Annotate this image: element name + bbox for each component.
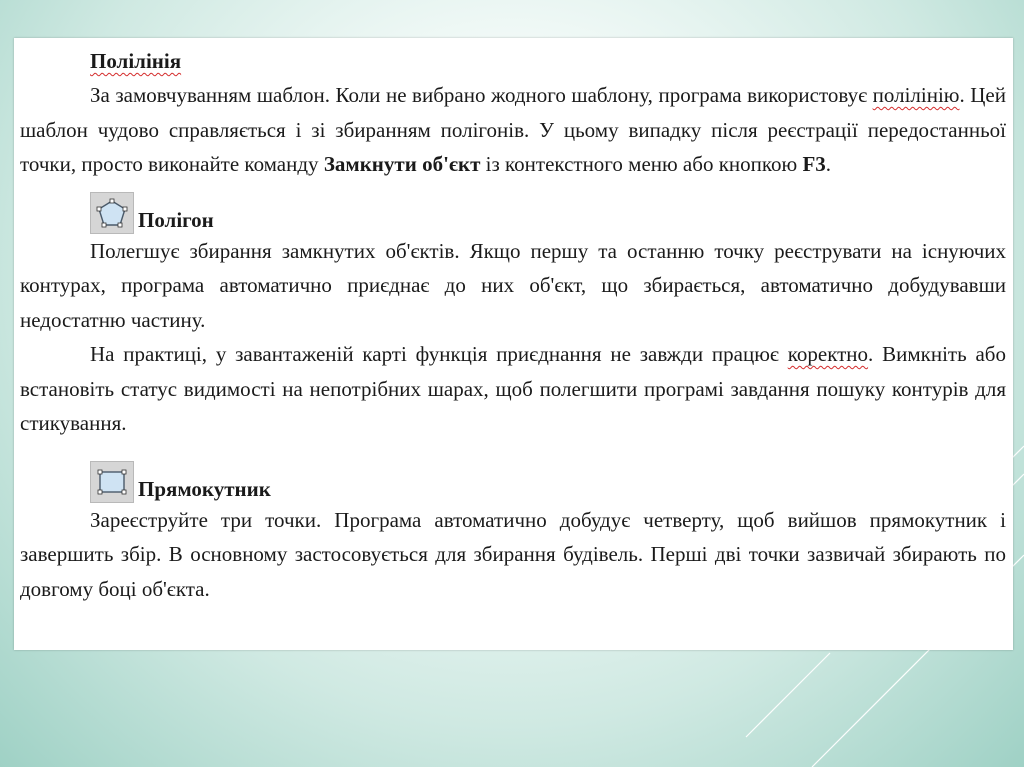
document-content — [20, 44, 1006, 606]
rectangle-tool-icon — [90, 461, 134, 503]
correctly-word: коректно — [787, 342, 869, 366]
paragraph-rectangle: Зареєструйте три точки. Програма автоматично добудує четверту, щоб вийшов прямокутник і завершить збір. В основному застосовується для збирання будівель. Перші дві точки зазвичай збирають по довгому боці об'єкта. — [20, 507, 1006, 601]
f3-key: F3 — [802, 152, 826, 176]
heading-polygon — [20, 184, 1006, 234]
heading-polyline — [20, 44, 1006, 78]
polyline-link-text: полілінію — [872, 83, 960, 107]
heading-polygon-text: Полігон — [138, 207, 214, 232]
paragraph-polygon-2: На практиці, у завантаженій карті функція приєднання не завжди працює коректно. Вимкніть або встановіть статус видимості на непотрібних шарах, щоб полегшити програмі завдання пошуку контурів для стикування. — [20, 342, 1006, 435]
heading-rectangle-text: Прямокутник — [138, 476, 271, 501]
pentagon-tool-icon — [90, 192, 134, 234]
heading-rectangle — [20, 453, 1006, 503]
document-page — [14, 38, 1013, 650]
close-object-command: Замкнути об'єкт — [323, 152, 481, 176]
paragraph-polygon-1: Полегшує збирання замкнутих об'єктів. Якщо першу та останню точку реєструвати на існуючих контурах, програма автоматично приєднає до них об'єкт, що збирається, автоматично добудувавши недостатню частину. — [20, 238, 1006, 332]
paragraph-polyline: За замовчуванням шаблон. Коли не вибрано жодного шаблону, програма використовує полілінію. Цей шаблон чудово справляється і зі збиранням полігонів. У цьому випадку після реєстрації передостанньої точки, просто виконайте команду Замкнути об'єкт із контекстного меню або кнопкою F3. — [20, 83, 1006, 176]
heading-polyline-text: Полілінія — [90, 49, 182, 73]
